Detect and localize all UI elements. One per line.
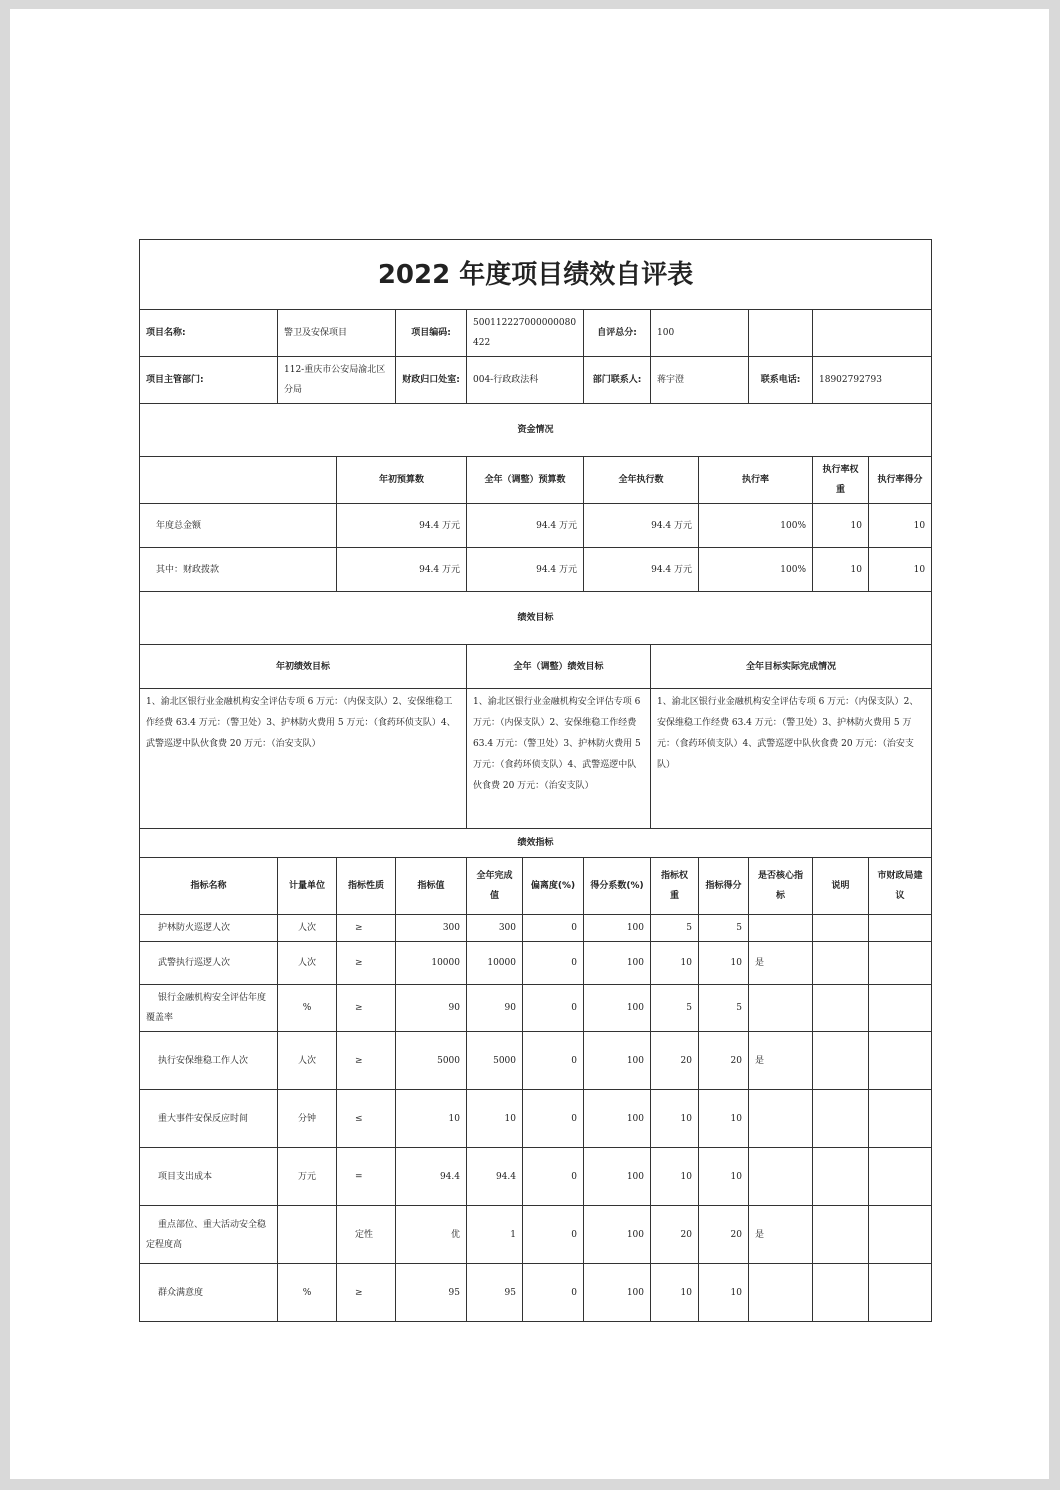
funds-executed: 94.4 万元 bbox=[584, 504, 699, 548]
indicator-unit: 人次 bbox=[278, 915, 337, 942]
indicator-header: 是否核心指标 bbox=[749, 858, 813, 915]
indicator-unit: 人次 bbox=[278, 942, 337, 985]
info-row-1 bbox=[140, 310, 932, 357]
indicator-weight: 20 bbox=[651, 1206, 699, 1264]
funds-score: 10 bbox=[869, 548, 932, 592]
indicator-weight: 10 bbox=[651, 1090, 699, 1148]
indicator-score: 5 bbox=[699, 915, 749, 942]
empty-cell bbox=[140, 457, 337, 504]
indicator-core bbox=[749, 1264, 813, 1322]
indicator-advice bbox=[869, 1206, 932, 1264]
indicators-section-title: 绩效指标 bbox=[140, 829, 932, 858]
indicator-row bbox=[140, 942, 932, 985]
indicator-core bbox=[749, 985, 813, 1032]
indicator-header: 指标得分 bbox=[699, 858, 749, 915]
indicator-nature: = bbox=[337, 1148, 396, 1206]
funds-executed: 94.4 万元 bbox=[584, 548, 699, 592]
indicator-weight: 10 bbox=[651, 1148, 699, 1206]
indicator-score: 10 bbox=[699, 942, 749, 985]
goals-actual-text: 1、渝北区银行业金融机构安全评估专项 6 万元：（内保支队）2、安保维稳工作经费 63.4 万元：（警卫处）3、护林防火费用 5 万元：（食药环侦支队）4、武警巡逻中队伙食费 20 万元：（治安支队） bbox=[651, 689, 932, 829]
indicator-coef: 100 bbox=[584, 1206, 651, 1264]
indicator-value: 优 bbox=[396, 1206, 467, 1264]
indicator-nature: ≥ bbox=[337, 1032, 396, 1090]
goals-header: 全年（调整）绩效目标 bbox=[467, 645, 651, 689]
indicator-done: 10 bbox=[467, 1090, 523, 1148]
funds-weight: 10 bbox=[813, 548, 869, 592]
performance-table bbox=[139, 239, 932, 1322]
indicator-advice bbox=[869, 1090, 932, 1148]
indicator-score: 20 bbox=[699, 1032, 749, 1090]
indicator-value: 5000 bbox=[396, 1032, 467, 1090]
indicator-note bbox=[813, 1148, 869, 1206]
indicator-dev: 0 bbox=[523, 1264, 584, 1322]
indicator-advice bbox=[869, 1264, 932, 1322]
indicator-value: 94.4 bbox=[396, 1148, 467, 1206]
indicator-row bbox=[140, 985, 932, 1032]
indicator-done: 95 bbox=[467, 1264, 523, 1322]
funds-adjusted: 94.4 万元 bbox=[467, 548, 584, 592]
contact-label: 部门联系人: bbox=[584, 357, 651, 404]
indicator-weight: 5 bbox=[651, 985, 699, 1032]
indicator-score: 10 bbox=[699, 1264, 749, 1322]
funds-header: 全年（调整）预算数 bbox=[467, 457, 584, 504]
indicator-advice bbox=[869, 1032, 932, 1090]
funds-row bbox=[140, 504, 932, 548]
goals-header-row bbox=[140, 645, 932, 689]
indicator-value: 10000 bbox=[396, 942, 467, 985]
indicator-row bbox=[140, 915, 932, 942]
self-score-label: 自评总分: bbox=[584, 310, 651, 357]
indicator-coef: 100 bbox=[584, 1148, 651, 1206]
indicator-note bbox=[813, 1090, 869, 1148]
phone: 18902792793 bbox=[813, 357, 932, 404]
indicator-nature: 定性 bbox=[337, 1206, 396, 1264]
goals-header: 年初绩效目标 bbox=[140, 645, 467, 689]
indicator-nature: ≥ bbox=[337, 942, 396, 985]
indicator-dev: 0 bbox=[523, 1090, 584, 1148]
indicator-unit: 万元 bbox=[278, 1148, 337, 1206]
indicator-dev: 0 bbox=[523, 915, 584, 942]
indicators-header-row bbox=[140, 858, 932, 915]
document-page bbox=[10, 9, 1049, 1479]
funds-header: 执行率 bbox=[699, 457, 813, 504]
funds-initial: 94.4 万元 bbox=[337, 548, 467, 592]
funds-header: 执行率得分 bbox=[869, 457, 932, 504]
indicator-name: 护林防火巡逻人次 bbox=[140, 915, 278, 942]
indicator-header: 计量单位 bbox=[278, 858, 337, 915]
indicator-coef: 100 bbox=[584, 915, 651, 942]
funds-score: 10 bbox=[869, 504, 932, 548]
indicator-advice bbox=[869, 915, 932, 942]
indicator-nature: ≥ bbox=[337, 915, 396, 942]
indicator-row bbox=[140, 1032, 932, 1090]
indicator-name: 重大事件安保反应时间 bbox=[140, 1090, 278, 1148]
indicator-nature: ≤ bbox=[337, 1090, 396, 1148]
indicator-header: 偏离度(%) bbox=[523, 858, 584, 915]
indicator-header: 指标性质 bbox=[337, 858, 396, 915]
phone-label: 联系电话: bbox=[749, 357, 813, 404]
indicator-coef: 100 bbox=[584, 942, 651, 985]
indicator-name: 群众满意度 bbox=[140, 1264, 278, 1322]
indicator-unit: 人次 bbox=[278, 1032, 337, 1090]
indicator-dev: 0 bbox=[523, 985, 584, 1032]
indicator-row bbox=[140, 1090, 932, 1148]
finance: 004-行政政法科 bbox=[467, 357, 584, 404]
funds-section-title: 资金情况 bbox=[140, 404, 932, 457]
dept-label: 项目主管部门: bbox=[140, 357, 278, 404]
project-code: 500112227000000080422 bbox=[467, 310, 584, 357]
empty-cell bbox=[749, 310, 813, 357]
indicator-value: 10 bbox=[396, 1090, 467, 1148]
indicator-header: 全年完成值 bbox=[467, 858, 523, 915]
indicator-core bbox=[749, 1090, 813, 1148]
indicator-core: 是 bbox=[749, 1206, 813, 1264]
indicator-unit: 分钟 bbox=[278, 1090, 337, 1148]
indicator-weight: 10 bbox=[651, 942, 699, 985]
indicator-coef: 100 bbox=[584, 1264, 651, 1322]
indicator-core: 是 bbox=[749, 942, 813, 985]
project-name-label: 项目名称: bbox=[140, 310, 278, 357]
contact: 蒋宇澄 bbox=[651, 357, 749, 404]
indicator-dev: 0 bbox=[523, 1032, 584, 1090]
funds-header-row bbox=[140, 457, 932, 504]
indicator-unit: % bbox=[278, 985, 337, 1032]
indicator-name: 重点部位、重大活动安全稳定程度高 bbox=[140, 1206, 278, 1264]
indicator-score: 10 bbox=[699, 1148, 749, 1206]
funds-initial: 94.4 万元 bbox=[337, 504, 467, 548]
indicator-unit bbox=[278, 1206, 337, 1264]
goals-section-title: 绩效目标 bbox=[140, 592, 932, 645]
indicator-done: 1 bbox=[467, 1206, 523, 1264]
indicator-note bbox=[813, 915, 869, 942]
indicator-dev: 0 bbox=[523, 1206, 584, 1264]
indicator-note bbox=[813, 942, 869, 985]
indicator-dev: 0 bbox=[523, 942, 584, 985]
funds-header: 年初预算数 bbox=[337, 457, 467, 504]
funds-header: 执行率权重 bbox=[813, 457, 869, 504]
indicator-header: 指标名称 bbox=[140, 858, 278, 915]
funds-row-name: 年度总金额 bbox=[140, 504, 337, 548]
indicator-dev: 0 bbox=[523, 1148, 584, 1206]
indicator-header: 说明 bbox=[813, 858, 869, 915]
goals-initial-text: 1、渝北区银行业金融机构安全评估专项 6 万元：（内保支队）2、安保维稳工作经费 63.4 万元：（警卫处）3、护林防火费用 5 万元：（食药环侦支队）4、武警巡逻中队伙食费 20 万元：（治安支队） bbox=[140, 689, 467, 829]
indicator-note bbox=[813, 985, 869, 1032]
self-score: 100 bbox=[651, 310, 749, 357]
finance-label: 财政归口处室: bbox=[396, 357, 467, 404]
indicator-advice bbox=[869, 1148, 932, 1206]
indicator-header: 指标值 bbox=[396, 858, 467, 915]
indicator-header: 市财政局建议 bbox=[869, 858, 932, 915]
funds-adjusted: 94.4 万元 bbox=[467, 504, 584, 548]
indicator-done: 10000 bbox=[467, 942, 523, 985]
indicator-core bbox=[749, 915, 813, 942]
indicator-nature: ≥ bbox=[337, 985, 396, 1032]
indicator-row bbox=[140, 1264, 932, 1322]
indicator-score: 20 bbox=[699, 1206, 749, 1264]
indicator-value: 90 bbox=[396, 985, 467, 1032]
indicator-core: 是 bbox=[749, 1032, 813, 1090]
indicator-header: 得分系数(%) bbox=[584, 858, 651, 915]
indicator-note bbox=[813, 1206, 869, 1264]
goals-text-row bbox=[140, 689, 932, 829]
indicator-done: 5000 bbox=[467, 1032, 523, 1090]
indicator-name: 武警执行巡逻人次 bbox=[140, 942, 278, 985]
indicator-nature: ≥ bbox=[337, 1264, 396, 1322]
indicator-name: 项目支出成本 bbox=[140, 1148, 278, 1206]
project-name: 警卫及安保项目 bbox=[278, 310, 396, 357]
indicator-weight: 20 bbox=[651, 1032, 699, 1090]
indicator-name: 银行金融机构安全评估年度覆盖率 bbox=[140, 985, 278, 1032]
dept: 112-重庆市公安局渝北区分局 bbox=[278, 357, 396, 404]
funds-header: 全年执行数 bbox=[584, 457, 699, 504]
funds-weight: 10 bbox=[813, 504, 869, 548]
indicator-unit: % bbox=[278, 1264, 337, 1322]
indicator-done: 94.4 bbox=[467, 1148, 523, 1206]
indicator-coef: 100 bbox=[584, 1032, 651, 1090]
indicator-note bbox=[813, 1032, 869, 1090]
indicator-name: 执行安保维稳工作人次 bbox=[140, 1032, 278, 1090]
indicator-row bbox=[140, 1148, 932, 1206]
indicator-done: 300 bbox=[467, 915, 523, 942]
indicator-core bbox=[749, 1148, 813, 1206]
funds-rate: 100% bbox=[699, 504, 813, 548]
funds-row-name: 其中：财政拨款 bbox=[140, 548, 337, 592]
indicator-score: 10 bbox=[699, 1090, 749, 1148]
indicator-weight: 10 bbox=[651, 1264, 699, 1322]
indicator-note bbox=[813, 1264, 869, 1322]
empty-cell bbox=[813, 310, 932, 357]
indicator-done: 90 bbox=[467, 985, 523, 1032]
indicator-value: 95 bbox=[396, 1264, 467, 1322]
indicator-weight: 5 bbox=[651, 915, 699, 942]
indicator-coef: 100 bbox=[584, 985, 651, 1032]
funds-rate: 100% bbox=[699, 548, 813, 592]
indicator-advice bbox=[869, 985, 932, 1032]
indicator-header: 指标权重 bbox=[651, 858, 699, 915]
indicator-row bbox=[140, 1206, 932, 1264]
indicator-coef: 100 bbox=[584, 1090, 651, 1148]
goals-adjusted-text: 1、渝北区银行业金融机构安全评估专项 6 万元：（内保支队）2、安保维稳工作经费 63.4 万元：（警卫处）3、护林防火费用 5 万元：（食药环侦支队）4、武警巡逻中队伙食费 20 万元：（治安支队） bbox=[467, 689, 651, 829]
indicator-value: 300 bbox=[396, 915, 467, 942]
goals-header: 全年目标实际完成情况 bbox=[651, 645, 932, 689]
funds-row bbox=[140, 548, 932, 592]
info-row-2 bbox=[140, 357, 932, 404]
indicator-score: 5 bbox=[699, 985, 749, 1032]
indicator-advice bbox=[869, 942, 932, 985]
page-title: 2022 年度项目绩效自评表 bbox=[140, 240, 932, 310]
project-code-label: 项目编码: bbox=[396, 310, 467, 357]
